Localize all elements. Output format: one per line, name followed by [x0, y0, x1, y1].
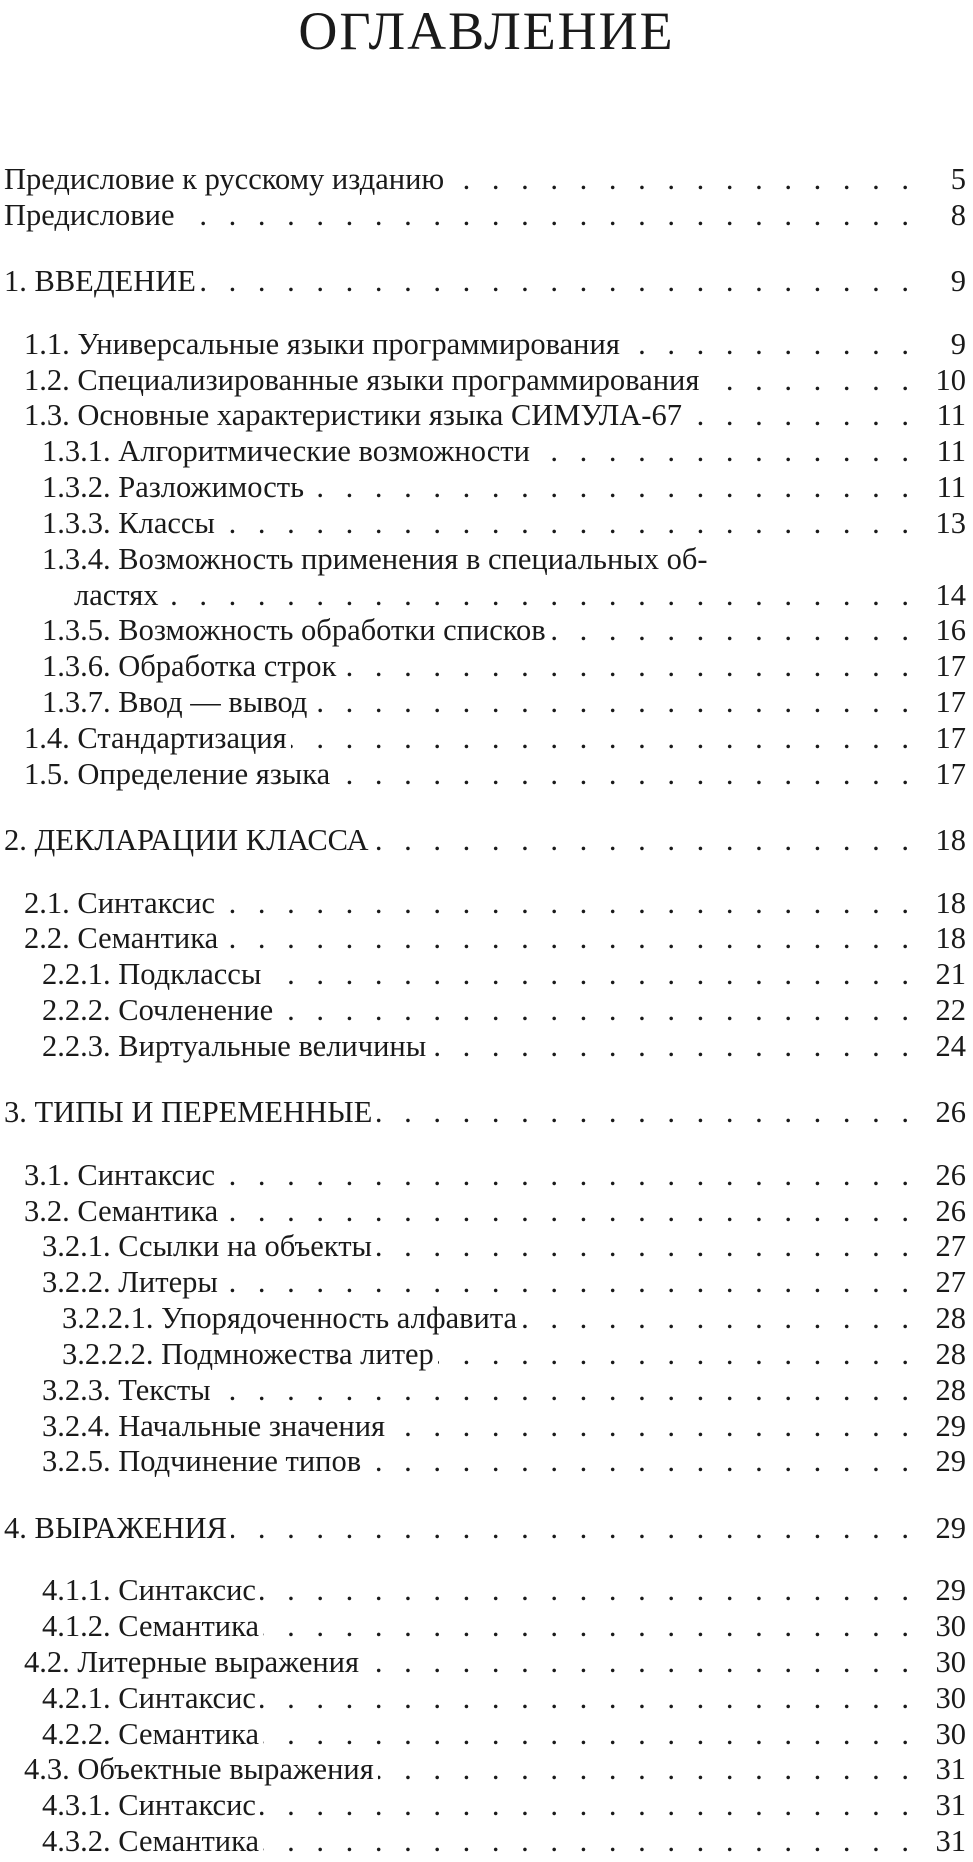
- toc-page-number: 11: [916, 398, 966, 432]
- toc-page-number: 28: [916, 1337, 966, 1371]
- toc-page-number: 30: [916, 1681, 966, 1715]
- toc-entry: [4, 647, 966, 683]
- toc-entry-title: 2.2.1. Подклассы: [4, 957, 265, 991]
- dot-leader: [311, 685, 916, 719]
- toc-page-number: 8: [916, 198, 966, 232]
- toc-entry: [4, 160, 966, 196]
- toc-entry-title: 1.3.2. Разложимость: [4, 470, 308, 504]
- toc-entry: [4, 504, 966, 540]
- toc-page-number: 13: [916, 506, 966, 540]
- dot-leader: [263, 1609, 916, 1643]
- toc-entry: [4, 1571, 966, 1607]
- dot-leader: [219, 506, 916, 540]
- toc-entry-title: 1.3.6. Обработка строк: [4, 649, 340, 683]
- toc-entry-title: 1.3.5. Возможность обработки списков: [4, 613, 550, 647]
- dot-leader: [378, 1752, 916, 1786]
- toc-page-number: 31: [916, 1752, 966, 1786]
- toc-entry-title: 3.2.2.2. Подмножества литер: [4, 1337, 438, 1371]
- toc-entry: [4, 1093, 966, 1129]
- toc-page-number: 29: [916, 1444, 966, 1478]
- toc-entry: [4, 468, 966, 504]
- toc-entry: [4, 884, 966, 920]
- toc-entry: [4, 432, 966, 468]
- dot-leader: [265, 957, 916, 991]
- toc-page-number: 29: [916, 1511, 966, 1545]
- toc-entry-title: 1.3. Основные характеристики языка СИМУЛА-67: [4, 398, 686, 432]
- toc-entry-title: 2.2. Семантика: [4, 921, 222, 955]
- toc-page-number: 10: [916, 363, 966, 397]
- toc-entry: [4, 325, 966, 361]
- toc-page-number: 28: [916, 1373, 966, 1407]
- dot-leader: [448, 162, 916, 196]
- toc-page-number: 18: [916, 921, 966, 955]
- toc-page-number: 30: [916, 1717, 966, 1751]
- toc-page-number: 11: [916, 470, 966, 504]
- toc-entry: [4, 262, 966, 298]
- dot-leader: [376, 1095, 916, 1129]
- toc-page-number: 28: [916, 1301, 966, 1335]
- toc-entry: [4, 1263, 966, 1299]
- toc-page-number: 11: [916, 434, 966, 468]
- toc-entry-title: 2.1. Синтаксис: [4, 886, 219, 920]
- dot-leader: [222, 921, 916, 955]
- dot-leader: [263, 1824, 916, 1858]
- toc-entry-title: 1.4. Стандартизация: [4, 721, 291, 755]
- toc-entry: [4, 991, 966, 1027]
- toc-entry: [4, 719, 966, 755]
- toc-entry-title: Предисловие: [4, 198, 179, 232]
- dot-leader: [430, 1029, 916, 1063]
- toc-entry: [4, 1299, 966, 1335]
- toc-entry-title: 2. ДЕКЛАРАЦИИ КЛАССА: [4, 823, 373, 857]
- toc-page-number: 27: [916, 1229, 966, 1263]
- toc-page-number: 29: [916, 1573, 966, 1607]
- toc-entry: [4, 1156, 966, 1192]
- toc-page-number: 18: [916, 886, 966, 920]
- toc-entry: [4, 1786, 966, 1822]
- toc-page-number: 27: [916, 1265, 966, 1299]
- toc-entry: [4, 821, 966, 857]
- dot-leader: [263, 1717, 916, 1751]
- toc-page-number: 9: [916, 327, 966, 361]
- dot-leader: [712, 542, 916, 576]
- toc-entry-title: 3.2.2. Литеры: [4, 1265, 222, 1299]
- dot-leader: [260, 1573, 916, 1607]
- toc-page-number: 30: [916, 1645, 966, 1679]
- dot-leader: [200, 264, 916, 298]
- toc-entry-title: 3.2.4. Начальные значения: [4, 1409, 389, 1443]
- toc-entry-title: 1.1. Универсальные языки программирования: [4, 327, 624, 361]
- toc-entry: [4, 1335, 966, 1371]
- toc-page-number: 17: [916, 721, 966, 755]
- toc-entry-title: 1.3.3. Классы: [4, 506, 219, 540]
- dot-leader: [373, 823, 916, 857]
- dot-leader: [376, 1229, 916, 1263]
- dot-leader: [703, 363, 916, 397]
- toc-entry-title: 4.1.1. Синтаксис: [4, 1573, 260, 1607]
- toc-entry: [4, 1407, 966, 1443]
- toc-entry-title: 4.3. Объектные выражения: [4, 1752, 378, 1786]
- toc-entry: [4, 955, 966, 991]
- dot-leader: [521, 1301, 916, 1335]
- toc-entry-title: ластях: [4, 578, 163, 612]
- toc-entry-title: 4.2. Литерные выражения: [4, 1645, 363, 1679]
- toc-entry: [4, 1442, 966, 1478]
- dot-leader: [260, 1681, 916, 1715]
- toc-page-number: 17: [916, 649, 966, 683]
- dot-leader: [365, 1444, 916, 1478]
- toc-entry-title: 3.2. Семантика: [4, 1194, 222, 1228]
- toc-entry-title: 2.2.2. Сочленение: [4, 993, 277, 1027]
- toc-entry: [4, 361, 966, 397]
- dot-leader: [231, 1511, 916, 1545]
- dot-leader: [222, 1194, 916, 1228]
- toc-page-number: 21: [916, 957, 966, 991]
- toc-entry: [4, 1643, 966, 1679]
- toc-entry-title: 2.2.3. Виртуальные величины: [4, 1029, 430, 1063]
- toc-entry: [4, 755, 966, 791]
- toc-entry: [4, 1371, 966, 1407]
- toc-entry: [4, 1679, 966, 1715]
- page-title: ОГЛАВЛЕНИЕ: [298, 1, 675, 61]
- toc-page-number: 18: [916, 823, 966, 857]
- dot-leader: [277, 993, 916, 1027]
- dot-leader: [534, 434, 916, 468]
- toc-entry: [4, 1192, 966, 1228]
- dot-leader: [260, 1788, 916, 1822]
- toc-entry: [4, 1715, 966, 1751]
- dot-leader: [363, 1645, 916, 1679]
- toc-page-number: 31: [916, 1788, 966, 1822]
- toc-entry: [4, 1822, 966, 1858]
- dot-leader: [438, 1337, 916, 1371]
- toc-entry-title: 4.3.1. Синтаксис: [4, 1788, 260, 1822]
- toc-page-number: 17: [916, 757, 966, 791]
- toc-page-number: 26: [916, 1194, 966, 1228]
- toc-entry-title: 1.3.4. Возможность применения в специальных об-: [4, 542, 712, 576]
- toc-entry-title: 3.2.2.1. Упорядоченность алфавита: [4, 1301, 521, 1335]
- dot-leader: [219, 1158, 916, 1192]
- toc-page-number: 14: [916, 578, 966, 612]
- toc-entry: [4, 196, 966, 232]
- toc-page-number: 30: [916, 1609, 966, 1643]
- toc-page-number: 24: [916, 1029, 966, 1063]
- toc-entry: [4, 540, 966, 576]
- toc-entry-title: 4.2.2. Семантика: [4, 1717, 263, 1751]
- dot-leader: [340, 649, 916, 683]
- toc-page-number: 16: [916, 613, 966, 647]
- toc-page-number: 22: [916, 993, 966, 1027]
- toc-entry: [4, 919, 966, 955]
- toc-entry: [4, 1027, 966, 1063]
- dot-leader: [219, 886, 916, 920]
- dot-leader: [624, 327, 916, 361]
- toc-page-number: 29: [916, 1409, 966, 1443]
- toc-entry: [4, 1227, 966, 1263]
- toc-entry-title: 1.2. Специализированные языки программирования: [4, 363, 703, 397]
- toc-page-number: 17: [916, 685, 966, 719]
- dot-leader: [163, 578, 916, 612]
- dot-leader: [291, 721, 916, 755]
- dot-leader: [308, 470, 916, 504]
- toc-page-number: 26: [916, 1158, 966, 1192]
- toc-entry: [4, 1750, 966, 1786]
- toc-page-number: 31: [916, 1824, 966, 1858]
- toc-entry-title: 1.3.1. Алгоритмические возможности: [4, 434, 534, 468]
- dot-leader: [686, 398, 916, 432]
- toc-page-number: 26: [916, 1095, 966, 1129]
- toc-entry: [4, 1509, 966, 1545]
- toc-entry-title: 3.2.1. Ссылки на объекты: [4, 1229, 376, 1263]
- toc-entry-title: 3.1. Синтаксис: [4, 1158, 219, 1192]
- toc-entry-title: 3.2.5. Подчинение типов: [4, 1444, 365, 1478]
- dot-leader: [550, 613, 916, 647]
- toc-entry: [4, 576, 966, 612]
- toc-entry-title: 1.3.7. Ввод — вывод: [4, 685, 311, 719]
- toc-entry-title: 4.2.1. Синтаксис: [4, 1681, 260, 1715]
- toc-entry: [4, 611, 966, 647]
- toc-entry-title: 4.3.2. Семантика: [4, 1824, 263, 1858]
- dot-leader: [334, 757, 916, 791]
- toc-entry: [4, 1607, 966, 1643]
- toc-page-number: 9: [916, 264, 966, 298]
- toc-entry: [4, 683, 966, 719]
- dot-leader: [179, 198, 916, 232]
- toc-entry-title: 4.1.2. Семантика: [4, 1609, 263, 1643]
- toc-page-number: 5: [916, 162, 966, 196]
- toc-entry-title: 3. ТИПЫ И ПЕРЕМЕННЫЕ: [4, 1095, 376, 1129]
- toc-entry-title: 1. ВВЕДЕНИЕ: [4, 264, 200, 298]
- toc-entry-title: 3.2.3. Тексты: [4, 1373, 215, 1407]
- dot-leader: [215, 1373, 916, 1407]
- toc-entry-title: 1.5. Определение языка: [4, 757, 334, 791]
- toc-entry: [4, 396, 966, 432]
- dot-leader: [389, 1409, 916, 1443]
- dot-leader: [222, 1265, 916, 1299]
- toc-entry-title: 4. ВЫРАЖЕНИЯ: [4, 1511, 231, 1545]
- toc-entry-title: Предисловие к русскому изданию: [4, 162, 448, 196]
